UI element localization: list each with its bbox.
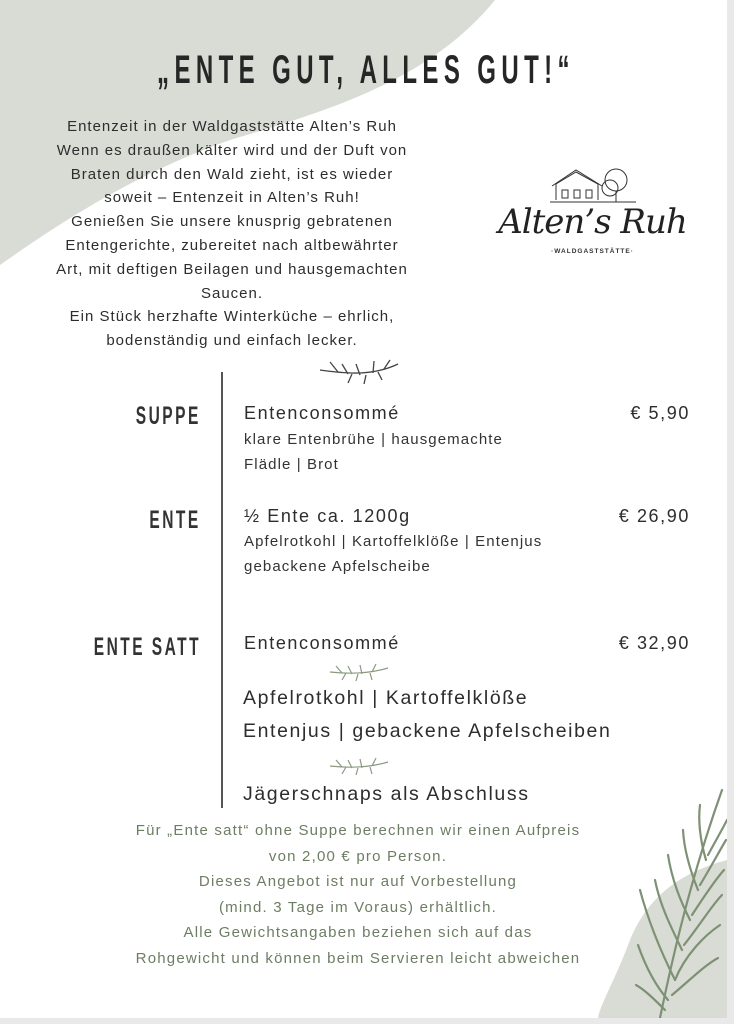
logo-tagline: ·WALDGASTSTÄTTE·: [551, 248, 634, 255]
item-name: Entenconsommé: [244, 633, 400, 653]
intro-line: Genießen Sie unsere knusprig gebratenen: [71, 213, 393, 231]
logo-name: Alten’s Ruh: [498, 202, 687, 242]
intro-text: [12, 115, 452, 353]
course-line: Apfelrotkohl | Kartoffelklöße: [243, 687, 529, 709]
detail-line: Apfelrotkohl | Kartoffelklöße | Entenjus: [244, 533, 543, 550]
footer-line: Rohgewicht und können beim Servieren leicht abweichen: [135, 949, 581, 967]
footer-line: Für „Ente satt“ ohne Suppe berechnen wir einen Aufpreis: [135, 822, 581, 839]
course-line: Entenjus | gebackene Apfelscheiben: [243, 720, 612, 742]
sprig-divider-icon: [318, 358, 402, 386]
detail-line: gebackene Apfelscheibe: [244, 558, 431, 575]
category-ente-satt: ENTE SATT: [93, 633, 201, 661]
footer-note: [0, 818, 716, 972]
category-suppe: SUPPE: [136, 402, 201, 430]
house-logo-icon: [548, 162, 638, 207]
intro-line: bodenständig und einfach lecker.: [106, 332, 358, 350]
menu-divider-line: [221, 372, 223, 808]
category-ente: ENTE: [149, 506, 201, 534]
detail-line: klare Entenbrühe | hausgemachte: [244, 431, 503, 448]
item-price: € 5,90: [630, 403, 690, 423]
intro-line: soweit – Entenzeit in Alten’s Ruh!: [104, 189, 360, 207]
intro-line: Entengerichte, zubereitet nach altbewährter: [65, 236, 399, 254]
item-name: Entenconsommé: [244, 403, 400, 423]
sprig-icon: [328, 662, 390, 682]
page-title: „ENTE GUT, ALLES GUT!“: [157, 48, 575, 92]
intro-line: Braten durch den Wald zieht, ist es wieder: [70, 165, 394, 183]
item-price: € 26,90: [618, 506, 690, 526]
logo: [470, 162, 715, 262]
footer-line: Alle Gewichtsangaben beziehen sich auf das: [183, 924, 533, 942]
item-price: € 32,90: [618, 633, 690, 653]
footer-line: (mind. 3 Tage im Voraus) erhältlich.: [218, 898, 498, 916]
footer-line: von 2,00 € pro Person.: [268, 847, 448, 865]
item-name: ½ Ente ca. 1200g: [244, 506, 411, 526]
intro-line: Wenn es draußen kälter wird und der Duft von: [56, 141, 408, 159]
item-details: [244, 427, 503, 477]
item-details: [244, 529, 542, 579]
footer-line: Dieses Angebot ist nur auf Vorbestellung: [198, 873, 518, 891]
intro-line: Saucen.: [200, 284, 264, 302]
sprig-icon: [328, 756, 390, 776]
detail-line: Flädle | Brot: [244, 456, 339, 473]
intro-line: Art, mit deftigen Beilagen und hausgemachten: [56, 260, 408, 278]
intro-line: Ein Stück herzhafte Winterküche – ehrlich,: [69, 308, 395, 326]
intro-line: Entenzeit in der Waldgaststätte Alten’s Ruh: [67, 118, 397, 135]
course-line: Jägerschnaps als Abschluss: [243, 783, 530, 805]
